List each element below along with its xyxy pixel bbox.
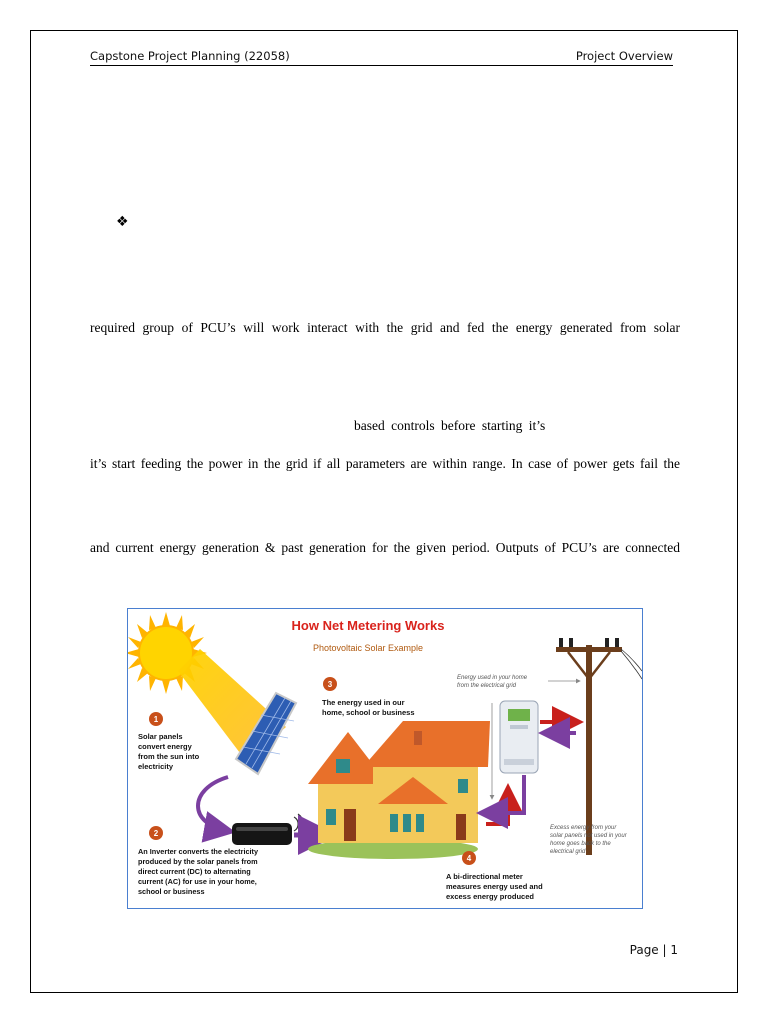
- step-1-line-1: Solar panels: [138, 732, 183, 741]
- step-4-line-1: A bi-directional meter: [446, 872, 523, 881]
- bullet-icon: ❖: [116, 214, 129, 230]
- step-4-line-3: excess energy produced: [446, 892, 534, 901]
- grid-note-bottom-line-1: Excess energy from your: [550, 825, 617, 831]
- step-3-line-1: The energy used in our: [322, 698, 405, 707]
- body-line-4: and current energy generation & past generation for the given period. Outputs of PCU’s are connected: [90, 540, 680, 555]
- step-2-line-1: An Inverter converts the electricity: [138, 847, 259, 856]
- header-right-title: Project Overview: [575, 49, 673, 63]
- grid-note-bottom-line-4: electrical grid: [550, 849, 586, 855]
- house-icon: [308, 721, 490, 859]
- inverter-icon: [232, 814, 303, 845]
- step-4-line-2: measures energy used and: [446, 882, 543, 891]
- figure-subtitle: Photovoltaic Solar Example: [312, 643, 424, 653]
- panel-to-inverter-arrow: [198, 777, 228, 831]
- step-2-line-5: school or business: [138, 887, 205, 896]
- net-metering-figure: [127, 608, 643, 909]
- step-4-number: 4: [466, 854, 472, 863]
- page-header: [90, 49, 673, 66]
- meter-to-house-arrow: [484, 775, 524, 813]
- step-1-line-4: electricity: [138, 762, 174, 771]
- step-3-line-2: home, school or business: [322, 708, 415, 717]
- step-2-line-4: current (AC) for use in your home,: [138, 877, 257, 886]
- figure-title: How Net Metering Works: [291, 618, 445, 633]
- step-1-line-2: convert energy: [138, 742, 192, 751]
- house-to-meter-arrow: [486, 791, 508, 824]
- grid-note-bottom-line-2: solar panels not used in your: [550, 833, 627, 839]
- net-metering-diagram: [128, 609, 642, 908]
- step-1-line-3: from the sun into: [138, 752, 200, 761]
- step-3-number: 3: [327, 680, 333, 689]
- body-line-1: required group of PCU’s will work interact with the grid and fed the energy generated from solar: [90, 320, 680, 335]
- step-2-line-3: direct current (DC) to alternating: [138, 867, 251, 876]
- step-1-number: 1: [153, 715, 159, 724]
- bi-directional-meter-icon: [500, 701, 538, 773]
- utility-pole-icon: [556, 638, 642, 855]
- grid-note-top-line-2: from the electrical grid: [457, 683, 517, 689]
- step-2-line-2: produced by the solar panels from: [138, 857, 258, 866]
- body-line-2: based controls before starting it’s: [354, 418, 546, 433]
- header-left-title: Capstone Project Planning (22058): [90, 49, 290, 63]
- page-number: Page | 1: [629, 943, 678, 957]
- grid-note-top-line-1: Energy used in your home: [457, 675, 528, 681]
- step-2-number: 2: [153, 829, 159, 838]
- grid-note-bottom-line-3: home goes back to the: [550, 841, 611, 847]
- body-line-3: it’s start feeding the power in the grid if all parameters are within range. In case of power gets fail the: [90, 456, 680, 471]
